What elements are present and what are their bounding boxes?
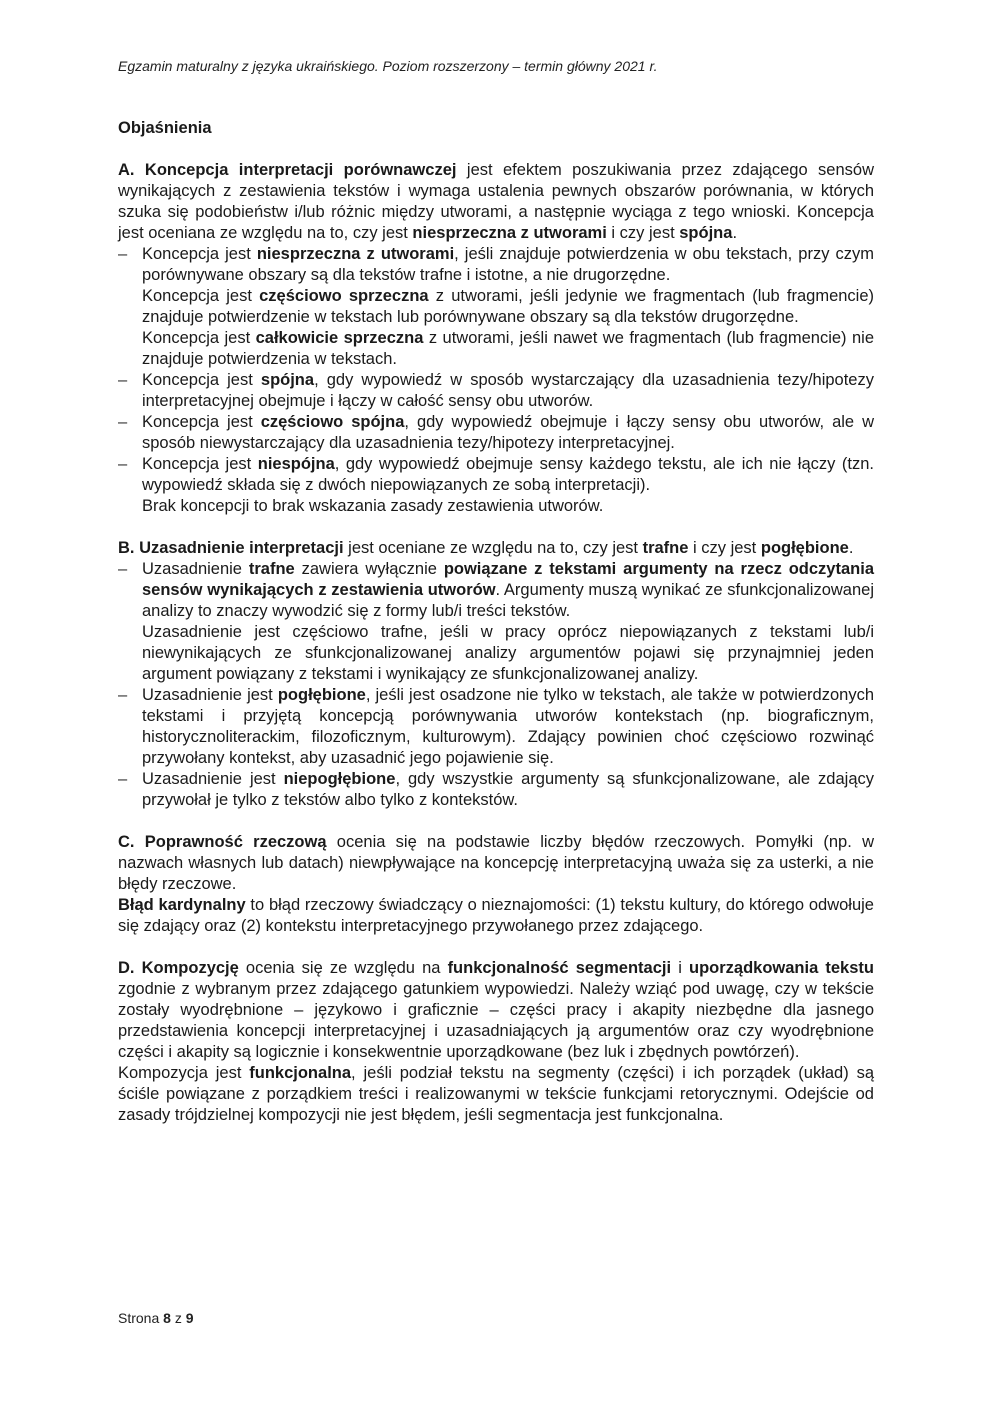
bold-text: funkcjonalna [249, 1064, 352, 1082]
text-run: , gdy wypowiedź obejmuje i łączy sensy obu utworów, ale w sposób niewystarczający dla uzasadnienia tezy/hipotezy interpretacyjnej. [142, 413, 874, 452]
list-item [118, 370, 874, 412]
bold-text: A. Koncepcja interpretacji porównawczej [118, 161, 457, 179]
list-item [118, 244, 874, 286]
sections-container [118, 160, 874, 1126]
bold-text: częściowo spójna [260, 413, 405, 431]
bold-text: uporządkowania tekstu [688, 959, 874, 977]
bold-text: pogłębione [277, 686, 366, 704]
dash-bullet: – [118, 455, 128, 473]
section-d [118, 958, 874, 1126]
bold-text: częściowo sprzeczna [259, 287, 429, 305]
bold-text: niesprzeczna z utworami [412, 224, 607, 242]
text-run: Brak koncepcji to brak wskazania zasady zestawienia utworów. [142, 497, 604, 515]
footer-page-number: 8 [163, 1310, 171, 1326]
dash-bullet: – [118, 686, 128, 704]
text-run: i [671, 959, 689, 977]
text-run: ocenia się ze względu na [238, 959, 448, 977]
list-item-continuation [118, 328, 874, 370]
list-item-text [142, 328, 874, 370]
dash-bullet: – [118, 371, 128, 389]
list-item-text [142, 496, 874, 517]
text-run: Koncepcja jest [142, 413, 261, 431]
list-item-text [142, 769, 874, 811]
section-c [118, 832, 874, 937]
list-item-text [142, 685, 874, 769]
criteria-list [118, 244, 874, 517]
list-item-text [142, 370, 874, 412]
bold-text: funkcjonalność segmentacji [447, 959, 672, 977]
bold-text: powiązane z tekstami argumenty na rzecz odczytania sensów wynikających z zestawienia utworów [142, 560, 874, 599]
text-run: , gdy wypowiedź w sposób wystarczający dla uzasadnienia tezy/hipotezy interpretacyjnej obejmuje i łączy w całość sensy obu utworów. [142, 371, 874, 410]
bold-text: trafne [642, 539, 689, 557]
list-item-text [142, 244, 874, 286]
text-run: z utworami, jeśli nawet we fragmentach (lub fragmencie) nie znajduje potwierdzenia w tekstach. [142, 329, 874, 368]
text-run: Uzasadnienie [142, 560, 249, 578]
text-run: . [732, 224, 738, 242]
list-item [118, 412, 874, 454]
footer-page-total: 9 [185, 1310, 194, 1326]
text-run: Koncepcja jest [142, 371, 261, 389]
text-run: ocenia się na podstawie liczby błędów rzeczowych. Pomyłki (np. w nazwach własnych lub datach) niewpływające na koncepcję interpretacyjną uważa się za usterki, a nie błędy rzeczowe. [118, 833, 874, 893]
list-item [118, 769, 874, 811]
text-run: Koncepcja jest [142, 287, 260, 305]
bold-text: niepogłębione [283, 770, 396, 788]
criteria-list [118, 559, 874, 811]
section-heading: Objaśnienia [118, 119, 212, 137]
text-run: i czy jest [606, 224, 680, 242]
list-item [118, 454, 874, 496]
text-run: Uzasadnienie jest [142, 770, 284, 788]
list-item [118, 685, 874, 769]
dash-bullet: – [118, 770, 128, 788]
bold-text: pogłębione [760, 539, 849, 557]
section-lead-paragraph [118, 538, 874, 559]
text-run: Koncepcja jest [142, 455, 258, 473]
dash-bullet: – [118, 560, 128, 578]
bold-text: spójna [679, 224, 733, 242]
text-run: to błąd rzeczowy świadczący o nieznajomości: (1) tekstu kultury, do którego odwołuje się zdający oraz (2) kontekstu interpretacyjnego przywołanego przez zdającego. [118, 896, 874, 935]
text-run: , jeśli jest osadzone nie tylko w tekstach, ale także w potwierdzonych tekstami i przyjętą koncepcją porównywania utworów kontekstach (np. biograficznym, historycznoliterackim, filozoficznym, kulturowym). Zdający powinien choć częściowo rozwinąć przywołany kontekst, aby uzasadnić jego pojawienie się. [142, 686, 874, 767]
bold-text: D. Kompozycję [118, 959, 239, 977]
text-run: , gdy wypowiedź obejmuje sensy każdego tekstu, ale ich nie łączy (tzn. wypowiedź składa się z dwóch niepowiązanych ze sobą interpretacji). [142, 455, 874, 494]
page-footer [118, 1310, 194, 1326]
text-run: Kompozycja jest [118, 1064, 250, 1082]
list-item-text [142, 559, 874, 622]
list-item-text [142, 286, 874, 328]
section-paragraph [118, 958, 874, 1063]
bold-text: Błąd kardynalny [118, 896, 246, 914]
section-paragraph [118, 832, 874, 895]
text-run: zgodnie z wybranym przez zdającego gatunkiem wypowiedzi. Należy wziąć pod uwagę, czy w tekście zostały wyodrębnione – językowo i graficznie – części pracy i akapity niezbędne dla jasnego przedstawienia koncepcji interpretacyjnej i uzasadniających ją argumentów oraz czy wyodrębnione części i akapity są logicznie i konsekwentnie uporządkowane (bez luk i zbędnych powtórzeń). [118, 980, 874, 1061]
text-run: Koncepcja jest [142, 329, 256, 347]
section-a [118, 160, 874, 517]
list-item-continuation [118, 496, 874, 517]
text-run: i czy jest [688, 539, 761, 557]
text-run: Uzasadnienie jest [142, 686, 278, 704]
page-header: Egzamin maturalny z języka ukraińskiego. Poziom rozszerzony – termin główny 2021 r. [118, 58, 658, 74]
text-run: , gdy wszystkie argumenty są sfunkcjonalizowane, ale zdający przywołał je tylko z tekstów albo tylko z kontekstów. [142, 770, 874, 809]
text-run: Uzasadnienie jest częściowo trafne, jeśli w pracy oprócz niepowiązanych z tekstami lub/i niewynikających ze sfunkcjonalizowanej analizy argumentów pojawi się przynajmniej jeden argument powiązany z tekstami i wynikający ze sfunkcjonalizowanej analizy. [142, 623, 874, 683]
bold-text: całkowicie sprzeczna [255, 329, 424, 347]
bold-text: C. Poprawność rzeczową [118, 833, 327, 851]
text-run: zawiera wyłącznie [294, 560, 444, 578]
dash-bullet: – [118, 413, 128, 431]
text-run: jest efektem poszukiwania przez zdającego sensów wynikających z zestawienia tekstów i wymaga ustalenia pewnych obszarów porównania, w których szuka się podobieństw i/lub różnic między utworami, a następnie wyciąga z tego wnioski. Koncepcja jest oceniana ze względu na to, czy jest [118, 161, 875, 242]
list-item-continuation [118, 622, 874, 685]
document-content [118, 118, 874, 1126]
bold-text: niesprzeczna z utworami [256, 245, 455, 263]
footer-separator: z [170, 1310, 186, 1326]
text-run: Koncepcja jest [142, 245, 257, 263]
list-item-continuation [118, 286, 874, 328]
list-item-text [142, 454, 874, 496]
bold-text: niespójna [257, 455, 335, 473]
footer-prefix: Strona [118, 1310, 164, 1326]
text-run: . Argumenty muszą wynikać ze sfunkcjonalizowanej analizy to znaczy wywodzić się z formy lub/i treści tekstów. [142, 581, 874, 620]
text-run: z utworami, jeśli jedynie we fragmentach (lub fragmencie) znajduje potwierdzenie w tekstach lub porównywane obszary są dla tekstów drugorzędne. [142, 287, 875, 326]
section-b [118, 538, 874, 811]
text-run: jest oceniane ze względu na to, czy jest [343, 539, 643, 557]
bold-text: spójna [260, 371, 315, 389]
bold-text: B. Uzasadnienie interpretacji [118, 539, 344, 557]
section-paragraph [118, 895, 874, 937]
text-run: , jeśli znajduje potwierdzenia w obu tekstach, przy czym porównywane obszary są dla tekstów trafne i istotne, a nie drugorzędne. [142, 245, 875, 284]
text-run: , jeśli podział tekstu na segmenty (części) i ich porządek (układ) są ściśle powiązane z porządkiem treści i realizowanymi w tekście funkcjami retorycznymi. Odejście od zasady trójdzielnej kompozycji nie jest błędem, jeśli segmentacja jest funkcjonalna. [118, 1064, 874, 1124]
list-item-text [142, 622, 874, 685]
dash-bullet: – [118, 245, 128, 263]
text-run: . [848, 539, 854, 557]
list-item [118, 559, 874, 622]
list-item-text [142, 412, 874, 454]
section-paragraph [118, 1063, 874, 1126]
bold-text: trafne [248, 560, 295, 578]
section-lead-paragraph [118, 160, 874, 244]
